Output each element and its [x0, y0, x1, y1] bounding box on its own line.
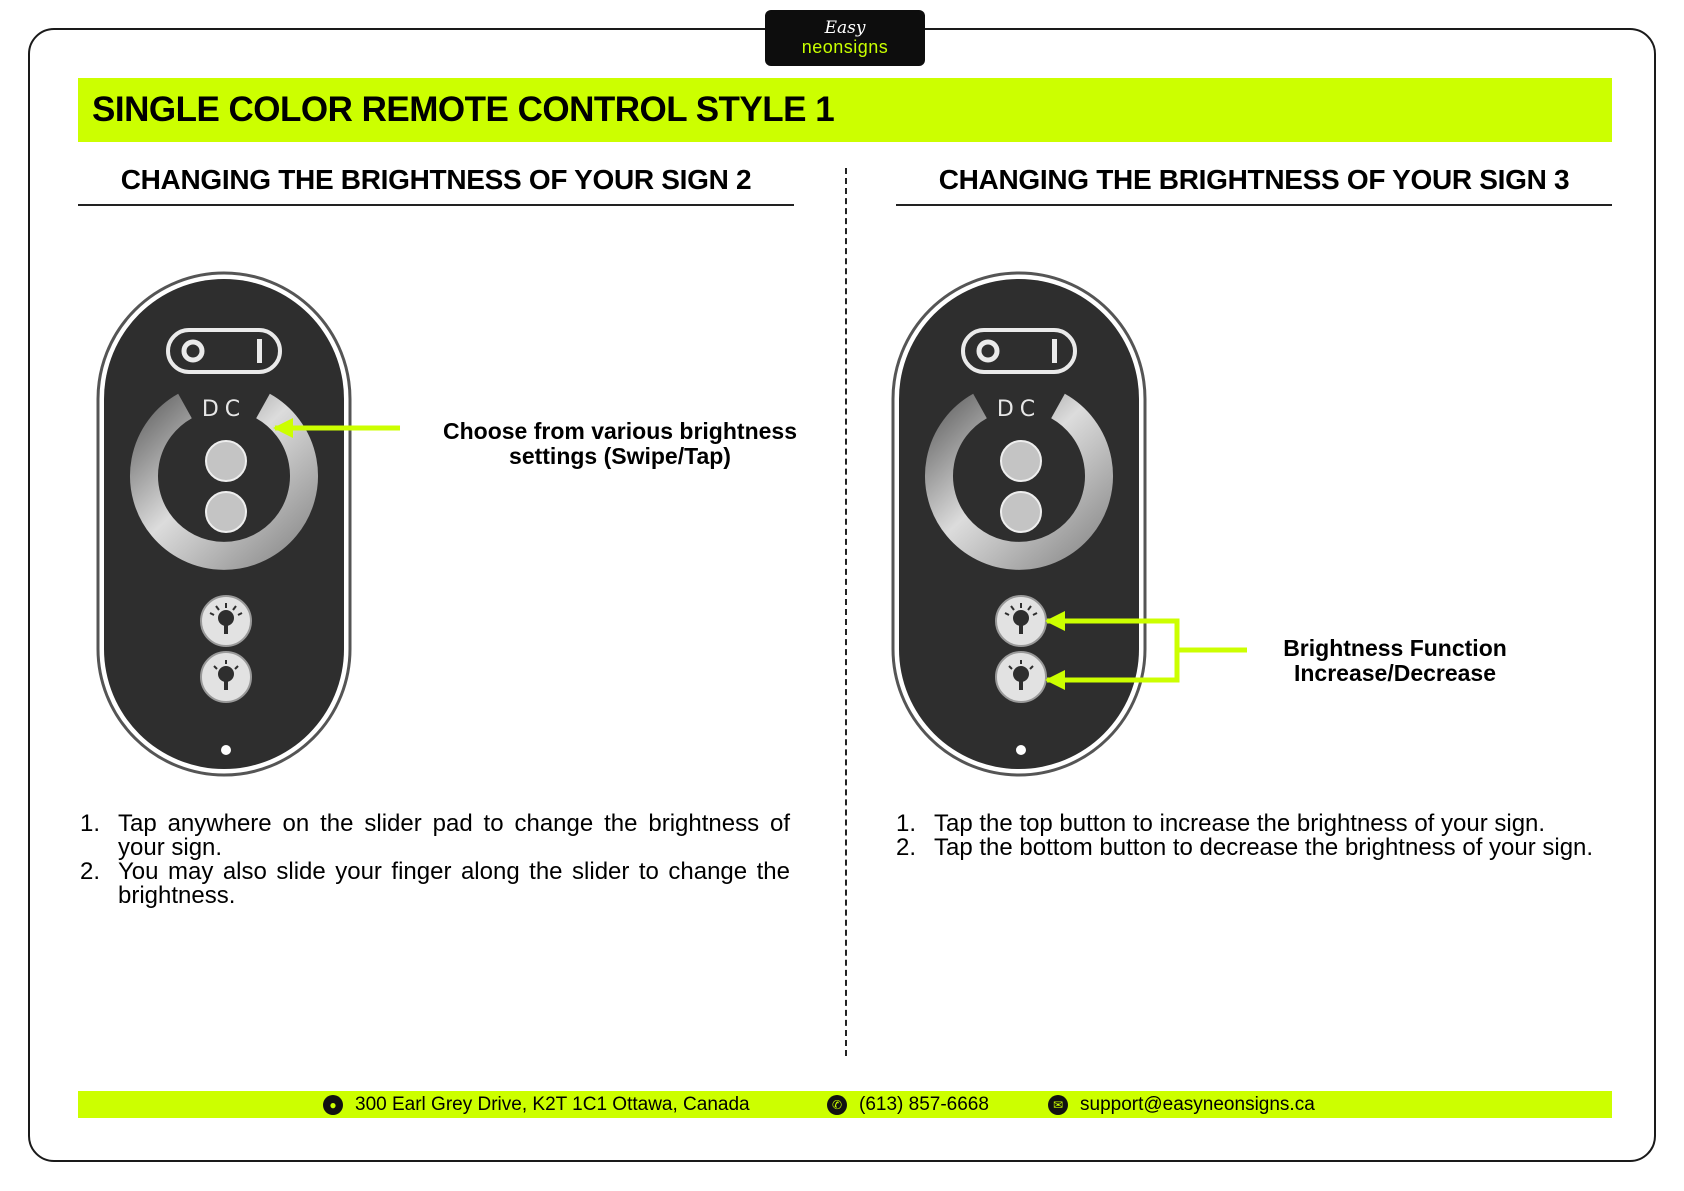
brightness-down-button[interactable]	[201, 652, 251, 702]
right-heading-text: CHANGING THE BRIGHTNESS OF YOUR SIGN 3	[938, 164, 1570, 195]
phone-text[interactable]: (613) 857-6668	[859, 1093, 989, 1115]
right-callout-line-2: Increase/Decrease	[1293, 660, 1497, 686]
dc-label: DC	[996, 397, 1042, 422]
email-link[interactable]: support@easyneonsigns.ca	[1080, 1093, 1315, 1115]
footer-phone[interactable]	[827, 1091, 989, 1118]
indicator-led	[1016, 745, 1026, 755]
footer-address	[323, 1091, 750, 1118]
phone-icon: ✆	[827, 1095, 847, 1115]
slider-bottom-button[interactable]	[206, 492, 246, 532]
indicator-led	[221, 745, 231, 755]
left-callout-line-2: settings (Swipe/Tap)	[509, 443, 731, 469]
list-item: 2. You may also slide your finger along the slider to change the brightness.	[80, 858, 790, 909]
mail-icon: ✉	[1048, 1095, 1068, 1115]
logo-line-2: neonsigns	[801, 36, 889, 57]
footer-bar	[78, 1091, 1612, 1118]
power-switch[interactable]	[168, 330, 280, 372]
right-callout	[1250, 636, 1540, 686]
slider-bottom-button[interactable]	[1001, 492, 1041, 532]
left-callout-line-1: Choose from various brightness	[442, 418, 797, 444]
section-divider	[845, 168, 847, 1056]
power-switch[interactable]	[963, 330, 1075, 372]
footer-email[interactable]	[1048, 1091, 1315, 1118]
address-text: 300 Earl Grey Drive, K2T 1C1 Ottawa, Canada	[355, 1093, 750, 1115]
slider-top-button[interactable]	[1001, 441, 1041, 481]
title-bar	[78, 78, 1612, 142]
left-callout	[415, 419, 825, 469]
logo-line-1: Easy	[824, 17, 866, 38]
left-heading-text: CHANGING THE BRIGHTNESS OF YOUR SIGN 2	[120, 164, 752, 195]
left-steps-list	[80, 812, 790, 908]
slider-top-button[interactable]	[206, 441, 246, 481]
brightness-down-button[interactable]	[996, 652, 1046, 702]
location-pin-icon: ●	[323, 1095, 343, 1115]
left-remote-diagram	[95, 270, 875, 780]
brightness-up-button[interactable]	[996, 596, 1046, 646]
list-item: 2. Tap the bottom button to decrease the brightness of your sign.	[896, 834, 1594, 861]
list-item: 1. Tap the top button to increase the brightness of your sign.	[896, 810, 1546, 837]
logo	[765, 10, 925, 66]
dc-label: DC	[201, 397, 247, 422]
right-remote-diagram	[890, 270, 1610, 780]
brightness-up-button[interactable]	[201, 596, 251, 646]
left-section-heading	[78, 156, 794, 206]
right-callout-line-1: Brightness Function	[1283, 635, 1507, 661]
page-title: SINGLE COLOR REMOTE CONTROL STYLE 1	[92, 90, 835, 129]
list-item: 1. Tap anywhere on the slider pad to change the brightness of your sign.	[80, 810, 790, 861]
right-section-heading	[896, 156, 1612, 206]
right-steps-list	[896, 812, 1606, 860]
